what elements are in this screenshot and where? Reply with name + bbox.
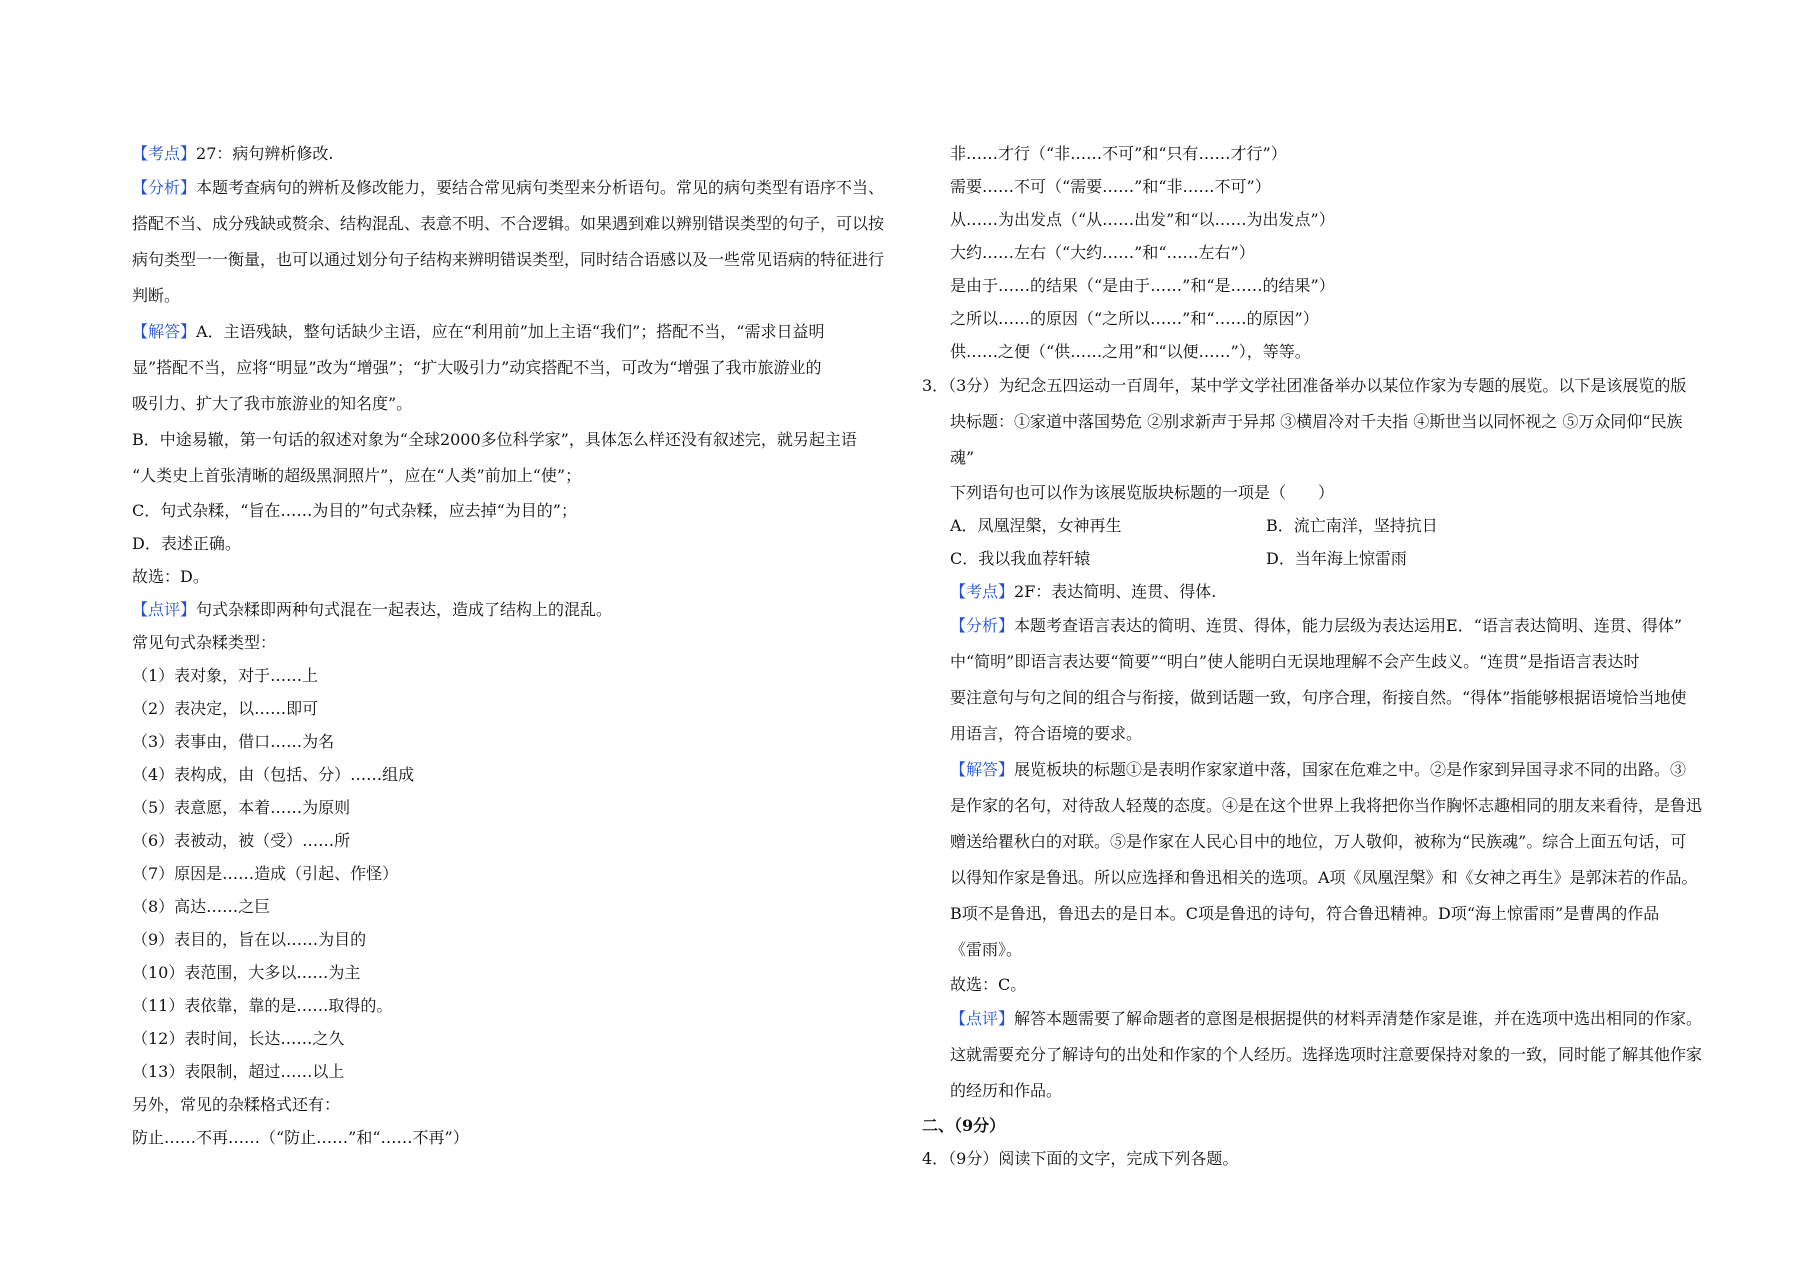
dianping-tag: 【点评】 [950, 1009, 1015, 1028]
list-item: （11）表依靠，靠的是……取得的。 [132, 996, 393, 1015]
list-item: 从……为出发点（“从……出发”和“以……为出发点”） [950, 210, 1335, 229]
kaodian-line: 【考点】27：病句辨析修改. [132, 144, 334, 163]
options-row [922, 509, 1747, 542]
option-d: D．当年海上惊雷雨 [1266, 549, 1407, 568]
jieda-line: B．中途易辙，第一句话的叙述对象为“全球2000多位科学家”，具体怎么样还没有叙述完，就另起主语 [132, 430, 857, 449]
list-item: （13）表限制，超过……以上 [132, 1062, 345, 1081]
jieda-tag: 【解答】 [132, 322, 197, 341]
extra-list [922, 137, 1747, 368]
list-item: 防止……不再……（“防止……”和“……不再”） [132, 1128, 469, 1147]
fenxi-line: 判断。 [132, 286, 181, 305]
list-item: （4）表构成，由（包括、分）……组成 [132, 765, 415, 784]
list-item: 之所以……的原因（“之所以……”和“……的原因”） [950, 309, 1319, 328]
list-item: 供……之便（“供……之用”和“以便……”），等等。 [950, 342, 1311, 361]
kaodian-tag: 【考点】 [950, 582, 1015, 601]
list-item: （5）表意愿，本着……为原则 [132, 798, 351, 817]
fenxi-line: 要注意句与句之间的组合与衔接，做到话题一致，句序合理，衔接自然。“得体”指能够根据语境恰当地使 [950, 688, 1687, 707]
dianping-line: 的经历和作品。 [950, 1081, 1063, 1100]
jieda-line: D．表述正确。 [132, 534, 241, 553]
jieda-line: 故选：C。 [950, 975, 1027, 994]
list-item: （12）表时间，长达……之久 [132, 1029, 345, 1048]
list-item: （10）表范围，大多以……为主 [132, 963, 361, 982]
right-column [922, 137, 1747, 1175]
jieda-line: 是作家的名句，对待敌人轻蔑的态度。④是在这个世界上我将把你当作胸怀志趣相同的朋友来看待，是鲁迅 [950, 796, 1703, 815]
jieda-line: “人类史上首张清晰的超级黑洞照片”，应在“人类”前加上“使”； [132, 466, 582, 485]
list-item: （1）表对象，对于……上 [132, 666, 319, 685]
list-title: 常见句式杂糅类型： [132, 633, 277, 652]
question-stem: 块标题：①家道中落国势危 ②别求新声于异邦 ③横眉冷对千夫指 ④斯世当以同怀视之 ⑤万众同仰“民族 [950, 412, 1683, 431]
fenxi-tag: 【分析】 [950, 616, 1015, 635]
dianping-line: 【点评】句式杂糅即两种句式混在一起表达，造成了结构上的混乱。 [132, 600, 613, 619]
list-item: （9）表目的，旨在以……为目的 [132, 930, 367, 949]
question-stem: 4．（9分）阅读下面的文字，完成下列各题。 [922, 1149, 1239, 1168]
jieda-line: 【解答】展览板块的标题①是表明作家家道中落，国家在危难之中。②是作家到异国寻求不同的出路。③ [950, 760, 1687, 779]
jieda-line: 【解答】A．主语残缺，整句话缺少主语，应在“利用前”加上主语“我们”；搭配不当，“需求日益明 [132, 322, 825, 341]
section-heading: 二、（9分） [922, 1116, 1006, 1135]
dianping-tag: 【点评】 [132, 600, 197, 619]
options-row [922, 542, 1747, 575]
fenxi-line: 搭配不当、成分残缺或赘余、结构混乱、表意不明、不合逻辑。如果遇到难以辨别错误类型的句子，可以按 [132, 214, 885, 233]
list-item: （3）表事由，借口……为名 [132, 732, 335, 751]
list-item: （8）高达……之巨 [132, 897, 271, 916]
kaodian-tag: 【考点】 [132, 144, 197, 163]
list-item: 需要……不可（“需要……”和“非……不可”） [950, 177, 1271, 196]
dianping-line: 【点评】解答本题需要了解命题者的意图是根据提供的材料弄清楚作家是谁，并在选项中选出相同的作家。 [950, 1009, 1703, 1028]
jieda-line: 显”搭配不当，应将“明显”改为“增强”；“扩大吸引力”动宾搭配不当，可改为“增强了我市旅游业的 [132, 358, 822, 377]
jieda-line: 故选：D。 [132, 567, 209, 586]
fenxi-line: 【分析】本题考查病句的辨析及修改能力，要结合常见病句类型来分析语句。常见的病句类型有语序不当、 [132, 178, 885, 197]
fenxi-line: 用语言，符合语境的要求。 [950, 724, 1143, 743]
fenxi-line: 中“简明”即语言表达要“简要”“明白”使人能明白无误地理解不会产生歧义。“连贯”是指语言表达时 [950, 652, 1640, 671]
option-c: C．我以我血荐轩辕 [950, 549, 1091, 568]
jieda-line: C．句式杂糅，“旨在……为目的”句式杂糅，应去掉“为目的”； [132, 501, 577, 520]
list-item: 非……才行（“非……不可”和“只有……才行”） [950, 144, 1287, 163]
fenxi-tag: 【分析】 [132, 178, 197, 197]
list-item: （7）原因是……造成（引起、作怪） [132, 864, 399, 883]
question-prompt: 下列语句也可以作为该展览版块标题的一项是（ ） [950, 483, 1335, 502]
list-item: （6）表被动，被（受）……所 [132, 831, 351, 850]
list-item: 大约……左右（“大约……”和“……左右”） [950, 243, 1255, 262]
question-stem: 魂” [950, 448, 975, 467]
jieda-tag: 【解答】 [950, 760, 1015, 779]
fenxi-line: 病句类型一一衡量，也可以通过划分句子结构来辨明错误类型，同时结合语感以及一些常见语病的特征进行 [132, 250, 885, 269]
fenxi-line: 【分析】本题考查语言表达的简明、连贯、得体，能力层级为表达运用E．“语言表达简明、连贯、得体” [950, 616, 1683, 635]
option-b: B．流亡南洋，坚持抗日 [1266, 516, 1438, 535]
jieda-line: 吸引力、扩大了我市旅游业的知名度”。 [132, 394, 413, 413]
list-item: 是由于……的结果（“是由于……”和“是……的结果”） [950, 276, 1335, 295]
extra-title: 另外，常见的杂糅格式还有： [132, 1095, 341, 1114]
jieda-line: B项不是鲁迅，鲁迅去的是日本。C项是鲁迅的诗句，符合鲁迅精神。D项“海上惊雷雨”是曹禺的作品 [950, 904, 1660, 923]
jieda-line: 《雷雨》。 [950, 940, 1023, 959]
list-item: （2）表决定，以……即可 [132, 699, 319, 718]
dianping-line: 这就需要充分了解诗句的出处和作家的个人经历。选择选项时注意要保持对象的一致，同时能了解其他作家 [950, 1045, 1703, 1064]
left-column [132, 137, 902, 1154]
kaodian-line: 【考点】2F：表达简明、连贯、得体. [950, 582, 1217, 601]
jieda-line: 赠送给瞿秋白的对联。⑤是作家在人民心目中的地位，万人敬仰，被称为“民族魂”。综合上面五句话，可 [950, 832, 1687, 851]
question-stem: 3．（3分）为纪念五四运动一百周年，某中学文学社团准备举办以某位作家为专题的展览。以下是该展览的版 [922, 376, 1687, 395]
option-a: A．凤凰涅槃，女神再生 [950, 516, 1122, 535]
jieda-line: 以得知作家是鲁迅。所以应选择和鲁迅相关的选项。A项《凤凰涅槃》和《女神之再生》是郭沫若的作品。 [950, 868, 1698, 887]
